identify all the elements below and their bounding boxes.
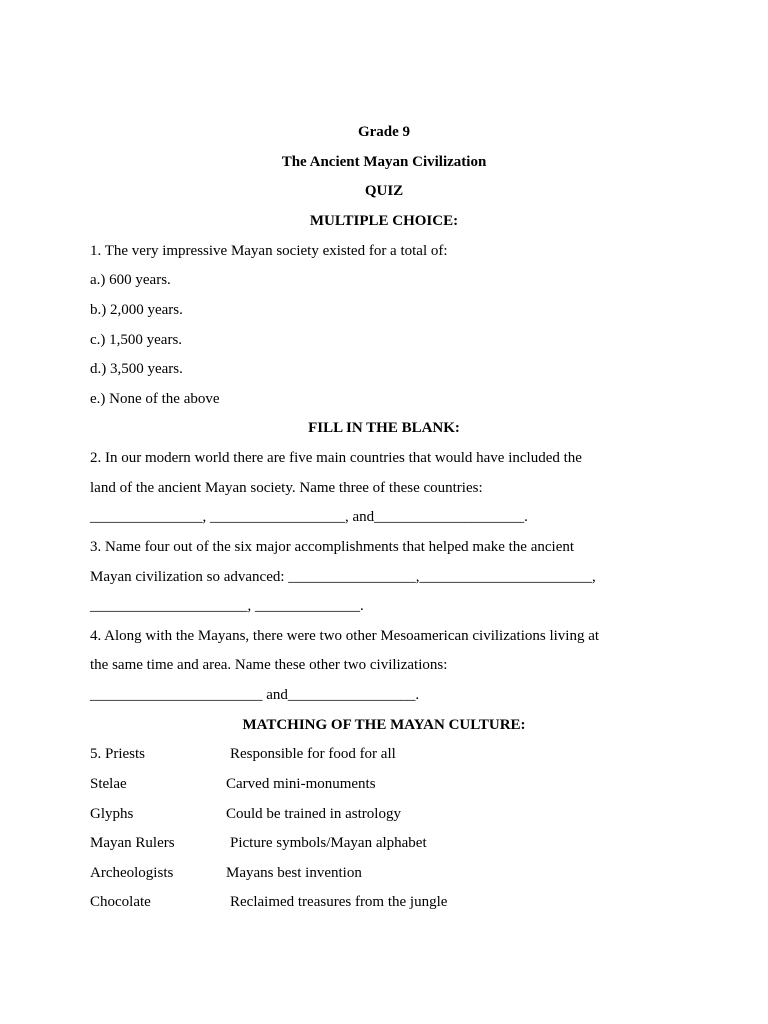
matching-definition: Picture symbols/Mayan alphabet: [230, 835, 427, 851]
matching-term: Glyphs: [90, 806, 134, 822]
document-title: The Ancient Mayan Civilization: [281, 154, 487, 170]
fill-in-blank-heading: FILL IN THE BLANK:: [308, 420, 460, 436]
question-3-line-2: Mayan civilization so advanced: _________________,_______________________,: [90, 569, 596, 585]
matching-term: Archeologists: [90, 865, 174, 881]
question-3-blanks: _____________________, ______________.: [90, 598, 364, 614]
question-3-line-1: 3. Name four out of the six major accomplishments that helped make the ancient: [90, 539, 575, 555]
matching-definition: Carved mini-monuments: [226, 776, 376, 792]
matching-heading: MATCHING OF THE MAYAN CULTURE:: [242, 717, 526, 733]
option-d: d.) 3,500 years.: [90, 361, 183, 377]
question-2-line-1: 2. In our modern world there are five main countries that would have included the: [90, 450, 582, 466]
matching-term: Chocolate: [90, 894, 151, 910]
question-4-blanks: _______________________ and_________________.: [90, 687, 420, 703]
matching-term: Mayan Rulers: [90, 835, 175, 851]
matching-definition: Reclaimed treasures from the jungle: [230, 894, 448, 910]
quiz-heading: QUIZ: [364, 183, 404, 199]
option-b: b.) 2,000 years.: [90, 302, 183, 318]
question-2-blanks: _______________, __________________, and____________________.: [90, 509, 528, 525]
question-2-line-2: land of the ancient Mayan society. Name three of these countries:: [90, 480, 483, 496]
matching-term: Stelae: [90, 776, 127, 792]
question-4-line-1: 4. Along with the Mayans, there were two other Mesoamerican civilizations living at: [90, 628, 600, 644]
matching-definition: Could be trained in astrology: [226, 806, 401, 822]
question-4-line-2: the same time and area. Name these other two civilizations:: [90, 657, 448, 673]
grade-heading: Grade 9: [357, 124, 411, 140]
matching-term: 5. Priests: [90, 746, 146, 762]
option-a: a.) 600 years.: [90, 272, 171, 288]
question-1: 1. The very impressive Mayan society existed for a total of:: [90, 243, 448, 259]
matching-definition: Mayans best invention: [226, 865, 362, 881]
option-e: e.) None of the above: [90, 391, 220, 407]
matching-definition: Responsible for food for all: [230, 746, 396, 762]
multiple-choice-heading: MULTIPLE CHOICE:: [309, 213, 459, 229]
option-c: c.) 1,500 years.: [90, 332, 183, 348]
